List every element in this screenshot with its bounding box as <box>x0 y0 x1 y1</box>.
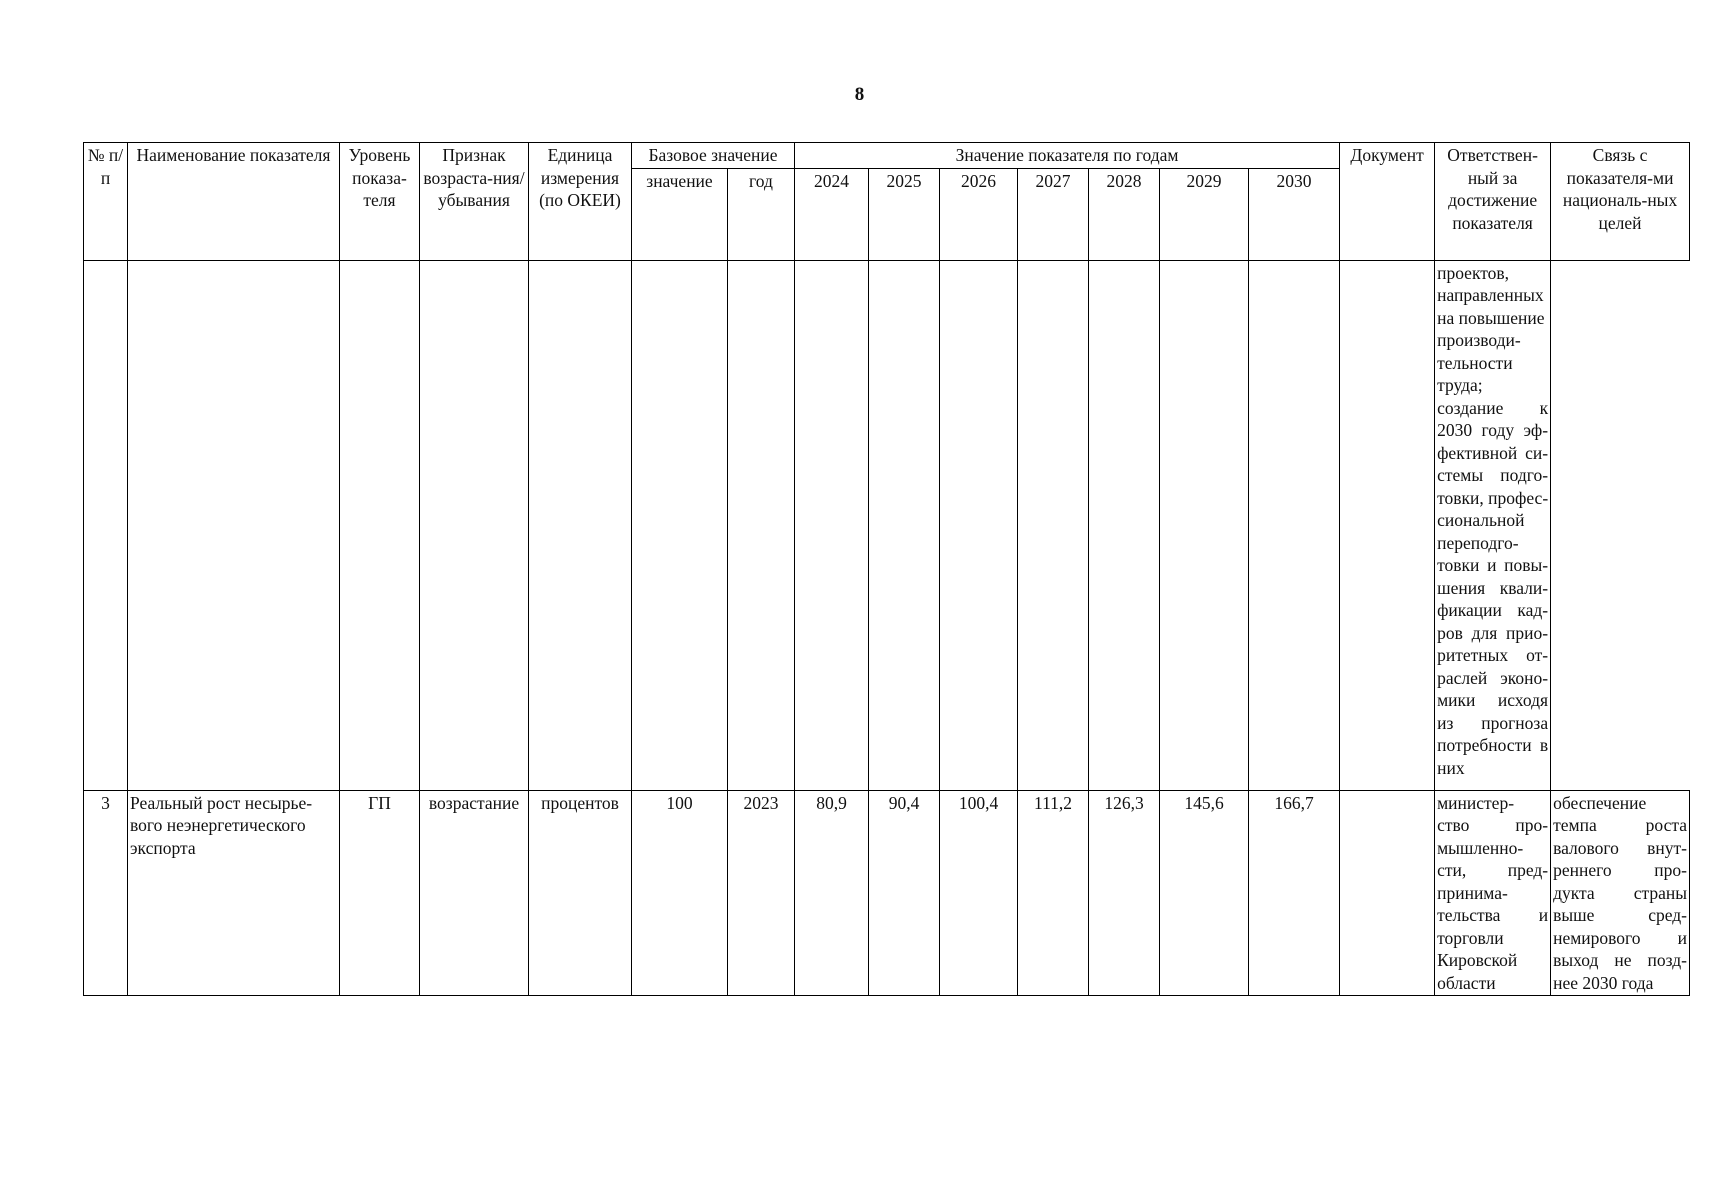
header-year: 2029 <box>1160 168 1249 260</box>
header-responsible: Ответствен-ный за достижение показателя <box>1435 143 1551 261</box>
header-year: 2025 <box>869 168 940 260</box>
indicator-name: Реальный рост несырье-вого неэнергетического экспорта <box>128 790 340 996</box>
table-row-continuation <box>84 260 1690 790</box>
text-line: 2030 году эф- <box>1437 420 1549 440</box>
text-line: ров для прио- <box>1437 622 1549 643</box>
header-year: 2026 <box>940 168 1018 260</box>
text-line: ритетных от- <box>1437 645 1549 665</box>
table-cell <box>632 260 728 790</box>
text-line: выход не позд- <box>1553 950 1687 970</box>
text-line: на повышение <box>1437 307 1545 328</box>
text-line: стемы подго- <box>1437 465 1549 485</box>
header-row-1 <box>84 143 1690 169</box>
header-year: 2027 <box>1018 168 1089 260</box>
table-cell <box>84 260 128 790</box>
header-base: Базовое значение <box>632 143 795 169</box>
indicator-level: ГП <box>340 790 420 996</box>
header-base-year: год <box>728 168 795 260</box>
text-line: товки и повы- <box>1437 555 1549 575</box>
text-line: проектов, <box>1437 262 1510 283</box>
text-line: шения квали- <box>1437 577 1549 598</box>
year-value: 166,7 <box>1249 790 1340 996</box>
continuation-link-cell <box>1435 260 1551 790</box>
text-line: фикации кад- <box>1437 600 1549 620</box>
table-cell <box>340 260 420 790</box>
table-cell <box>728 260 795 790</box>
text-line: товки, профес- <box>1437 487 1549 508</box>
header-name: Наименование показателя <box>128 143 340 261</box>
text-line: раслей эконо- <box>1437 667 1549 688</box>
text-line: выше сред- <box>1553 905 1687 925</box>
text-line: производи- <box>1437 330 1521 350</box>
header-year: 2030 <box>1249 168 1340 260</box>
text-line: валового внут- <box>1553 837 1687 858</box>
table-row <box>84 790 1690 996</box>
base-value: 100 <box>632 790 728 996</box>
base-year: 2023 <box>728 790 795 996</box>
header-years-group: Значение показателя по годам <box>795 143 1340 169</box>
indicator-unit: процентов <box>529 790 632 996</box>
year-value: 90,4 <box>869 790 940 996</box>
year-value: 145,6 <box>1160 790 1249 996</box>
header-document: Документ <box>1340 143 1435 261</box>
text-line: обеспечение <box>1553 792 1647 813</box>
table-cell <box>128 260 340 790</box>
text-line: дукта страны <box>1553 882 1687 903</box>
year-value: 80,9 <box>795 790 869 996</box>
table-cell <box>1160 260 1249 790</box>
text-line: тельства и <box>1437 905 1549 925</box>
text-line: направленных <box>1437 285 1544 305</box>
text-line: них <box>1437 757 1465 778</box>
header-sign: Признак возраста-ния/ убывания <box>420 143 529 261</box>
indicator-sign: возрастание <box>420 790 529 996</box>
row-number: 3 <box>84 790 128 996</box>
year-value: 126,3 <box>1089 790 1160 996</box>
header-level: Уровень показа-теля <box>340 143 420 261</box>
table-cell <box>420 260 529 790</box>
table-cell <box>869 260 940 790</box>
text-line: потребности в <box>1437 735 1549 755</box>
table-cell <box>795 260 869 790</box>
header-num: № п/п <box>84 143 128 261</box>
text-line: реннего про- <box>1553 860 1687 880</box>
text-line: ство про- <box>1437 815 1549 835</box>
text-line: министер- <box>1437 792 1515 813</box>
responsible-cell <box>1435 790 1551 996</box>
table-cell <box>1340 260 1435 790</box>
text-line: тельности <box>1437 352 1513 373</box>
text-line: сиональной <box>1437 510 1525 530</box>
header-year: 2028 <box>1089 168 1160 260</box>
text-line: Кировской <box>1437 950 1518 970</box>
text-line: торговли <box>1437 927 1504 948</box>
header-link: Связь с показателя-ми националь-ных целей <box>1551 143 1690 261</box>
text-line: мышленно- <box>1437 837 1524 858</box>
table-cell <box>529 260 632 790</box>
year-value: 100,4 <box>940 790 1018 996</box>
page-number: 8 <box>854 84 865 105</box>
indicators-table <box>83 142 1690 996</box>
header-unit: Единица измерения (по ОКЕИ) <box>529 143 632 261</box>
table-cell <box>1089 260 1160 790</box>
text-line: мики исходя <box>1437 690 1549 710</box>
text-line: темпа роста <box>1553 815 1687 835</box>
text-line: нее 2030 года <box>1553 972 1654 993</box>
text-line: принима- <box>1437 882 1508 903</box>
text-line: переподго- <box>1437 532 1519 553</box>
text-line: немирового и <box>1553 927 1687 948</box>
text-line: труда; <box>1437 375 1483 395</box>
document-cell <box>1340 790 1435 996</box>
table-cell <box>1018 260 1089 790</box>
text-line: сти, пред- <box>1437 860 1549 880</box>
text-line: из прогноза <box>1437 712 1549 733</box>
table-cell <box>1249 260 1340 790</box>
text-line: создание к <box>1437 397 1549 418</box>
text-line: области <box>1437 972 1496 993</box>
text-line: фективной си- <box>1437 442 1549 463</box>
header-year: 2024 <box>795 168 869 260</box>
table-cell <box>940 260 1018 790</box>
year-value: 111,2 <box>1018 790 1089 996</box>
national-goals-link-cell <box>1551 790 1690 996</box>
header-base-value: значение <box>632 168 728 260</box>
